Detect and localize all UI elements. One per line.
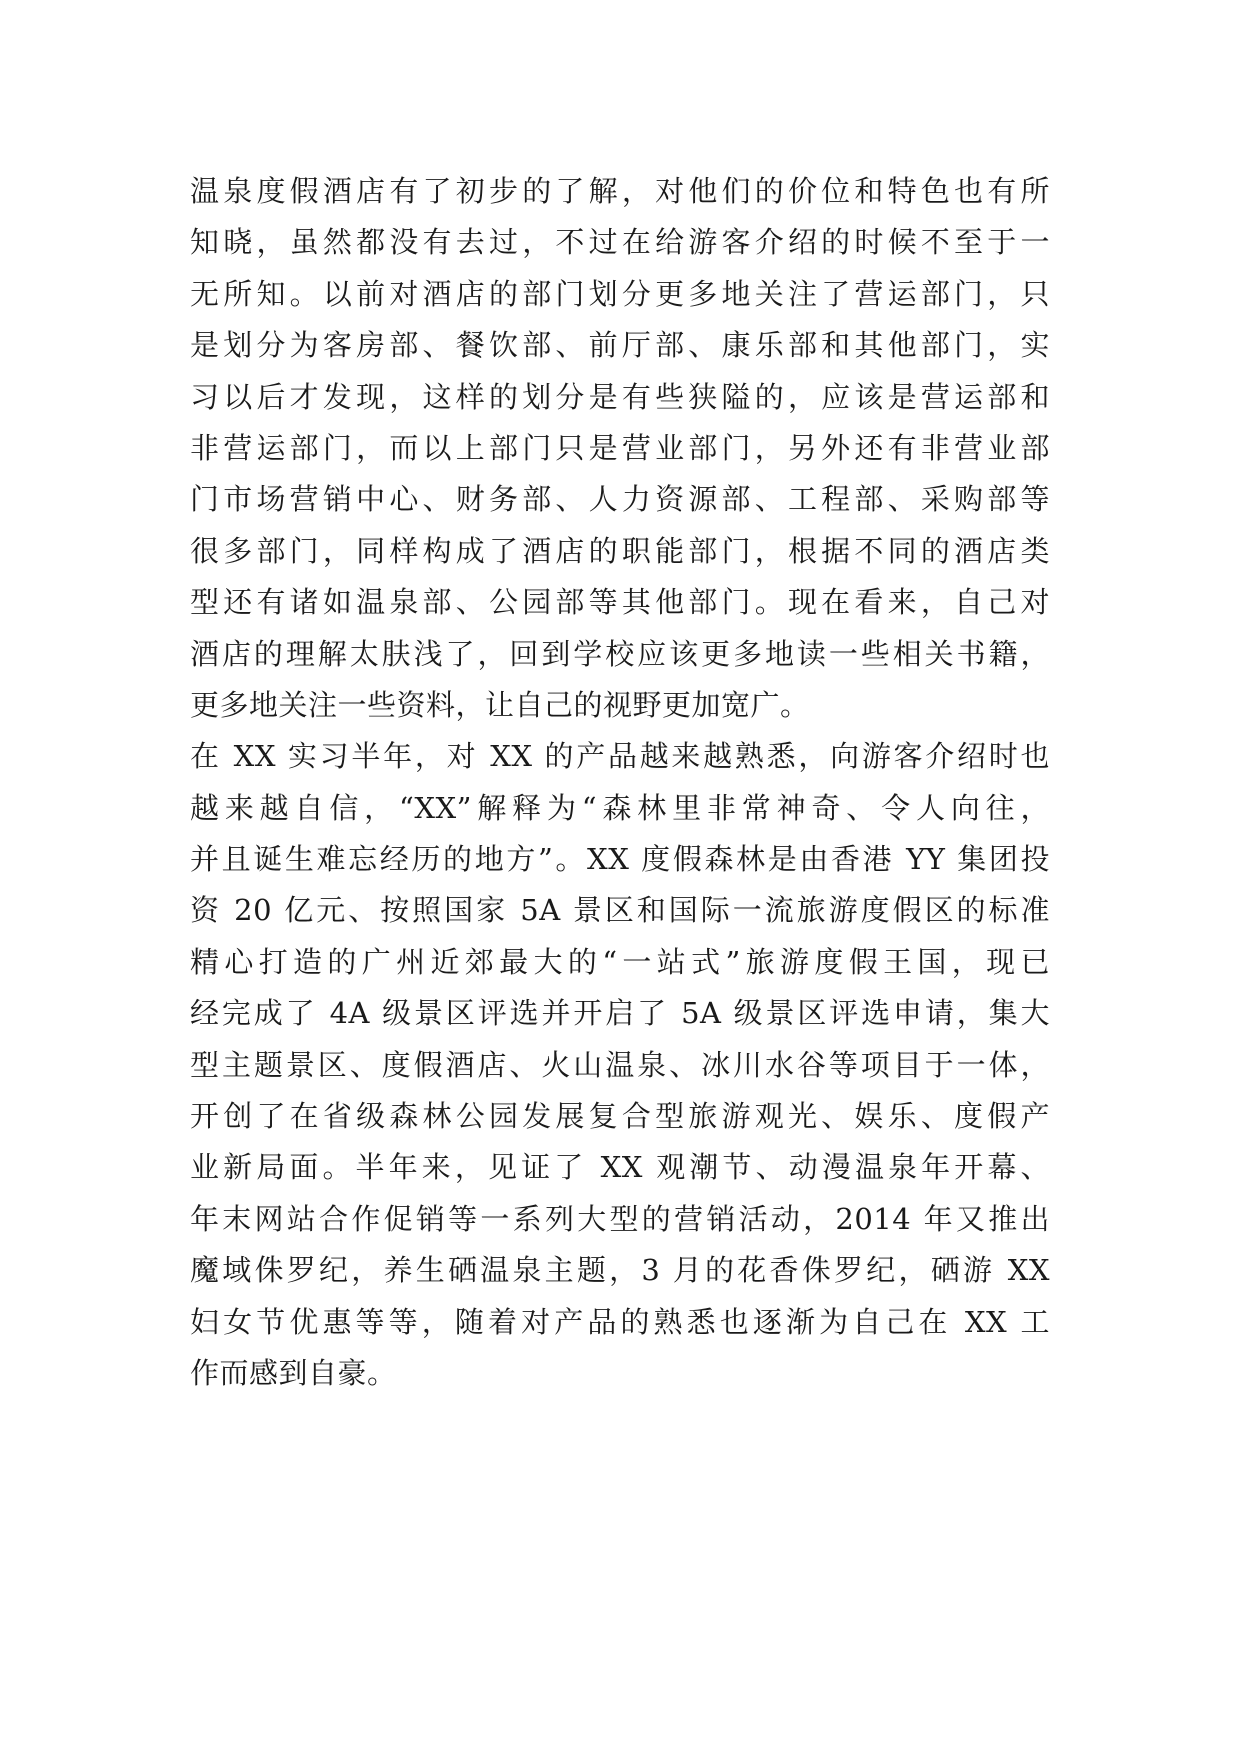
text-line: 习以后才发现，这样的划分是有些狭隘的，应该是营运部和 [190,379,1050,414]
text-line: 温泉度假酒店有了初步的了解，对他们的价位和特色也有所 [190,174,1050,208]
text-line: 型还有诸如温泉部、公园部等其他部门。现在看来，自己对 [190,585,1050,620]
text-line: 是划分为客房部、餐饮部、前厅部、康乐部和其他部门，实 [190,328,1050,363]
text-line: 经完成了 4A 级景区评选并开启了 5A 级景区评选申请，集大 [190,996,1050,1031]
text-line: 资 20 亿元、按照国家 5A 景区和国际一流旅游度假区的标准 [190,893,1050,928]
text-line: 门市场营销中心、财务部、人力资源部、工程部、采购部等 [190,482,1050,517]
text-line: 酒店的理解太肤浅了，回到学校应该更多地读一些相关书籍， [190,636,1050,671]
text-line: 业新局面。半年来，见证了 XX 观潮节、动漫温泉年开幕、 [190,1150,1050,1185]
text-line: 型主题景区、度假酒店、火山温泉、冰川水谷等项目于一体， [190,1047,1050,1082]
text-line: 作而感到自豪。 [190,1355,397,1390]
text-line: 精心打造的广州近郊最大的“一站式”旅游度假王国，现已 [190,944,1050,979]
text-line: 无所知。以前对酒店的部门划分更多地关注了营运部门，只 [190,276,1050,311]
text-line: 非营运部门，而以上部门只是营业部门，另外还有非营业部 [190,430,1050,465]
text-line: 在 XX 实习半年，对 XX 的产品越来越熟悉，向游客介绍时也 [190,739,1050,774]
text-line: 很多部门，同样构成了酒店的职能部门，根据不同的酒店类 [190,533,1050,568]
text-line: 更多地关注一些资料，让自己的视野更加宽广。 [190,687,810,722]
paragraph-2 [190,731,1050,1399]
text-line: 妇女节优惠等等，随着对产品的熟悉也逐渐为自己在 XX 工 [190,1304,1050,1339]
paragraph-1 [190,166,1050,731]
document-body [190,166,1050,1399]
text-line: 魔域侏罗纪，养生硒温泉主题，3 月的花香侏罗纪，硒游 XX [190,1253,1050,1288]
text-line: 开创了在省级森林公园发展复合型旅游观光、娱乐、度假产 [190,1099,1050,1134]
text-line: 越来越自信，“XX”解释为“森林里非常神奇、令人向往， [190,790,1050,825]
text-line: 知晓，虽然都没有去过，不过在给游客介绍的时候不至于一 [190,225,1050,260]
text-line: 年末网站合作促销等一系列大型的营销活动，2014 年又推出 [190,1201,1050,1236]
text-line: 并且诞生难忘经历的地方”。XX 度假森林是由香港 YY 集团投 [190,842,1050,877]
